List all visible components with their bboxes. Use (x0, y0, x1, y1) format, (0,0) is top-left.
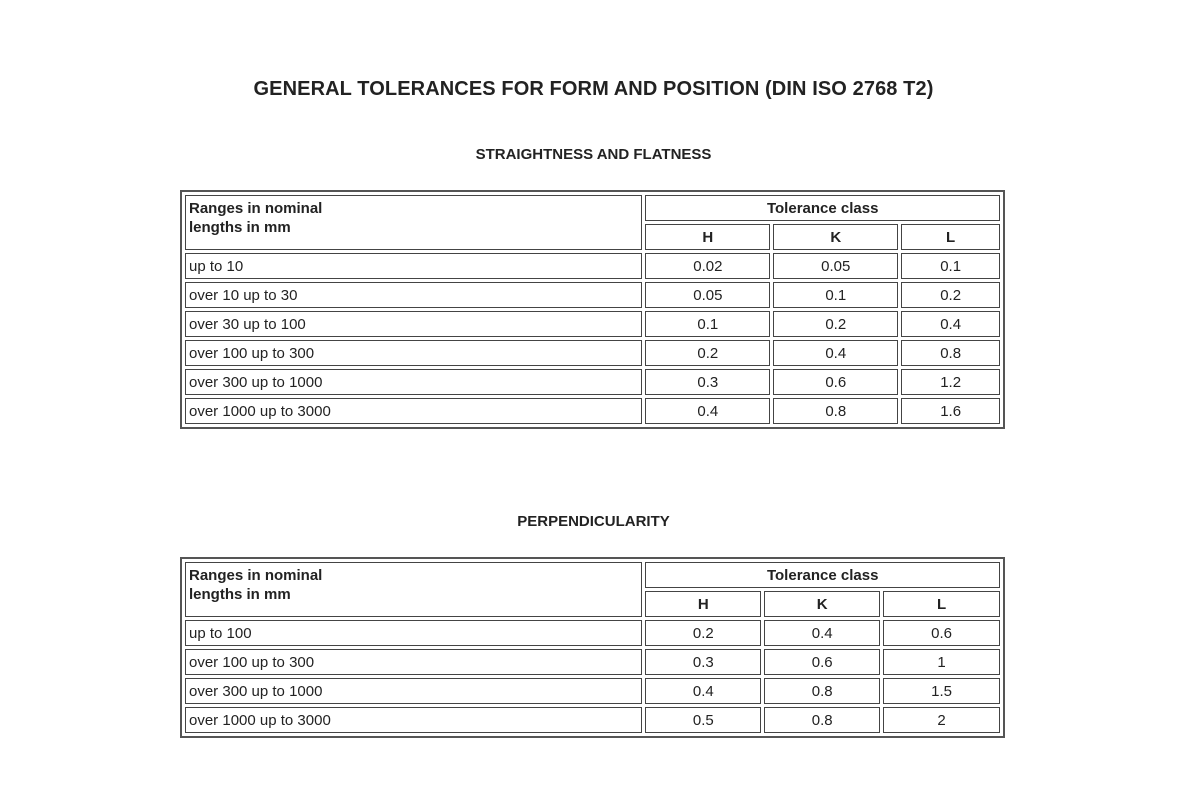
range-cell: over 30 up to 100 (185, 311, 642, 337)
tolerance-class-header: Tolerance class (645, 562, 1000, 588)
section-title-perpendicularity: PERPENDICULARITY (517, 513, 670, 530)
value-cell-h: 0.02 (645, 253, 770, 279)
range-cell: over 1000 up to 3000 (185, 707, 642, 733)
class-header-h: H (645, 224, 770, 250)
value-cell-l: 0.1 (901, 253, 1000, 279)
value-cell-h: 0.2 (645, 340, 770, 366)
value-cell-k: 0.8 (773, 398, 898, 424)
tolerance-class-header: Tolerance class (645, 195, 1000, 221)
range-cell: over 10 up to 30 (185, 282, 642, 308)
value-cell-k: 0.6 (773, 369, 898, 395)
value-cell-l: 1 (883, 649, 1000, 675)
value-cell-h: 0.3 (645, 369, 770, 395)
range-header-line-2: lengths in mm (189, 586, 291, 603)
value-cell-l: 0.8 (901, 340, 1000, 366)
table-row (185, 620, 1000, 646)
class-header-h: H (645, 591, 761, 617)
straightness-flatness-table (180, 190, 1005, 429)
value-cell-l: 0.6 (883, 620, 1000, 646)
range-cell: over 100 up to 300 (185, 340, 642, 366)
table-row (185, 340, 1000, 366)
range-header-line-1: Ranges in nominal (189, 567, 323, 584)
table-row (185, 649, 1000, 675)
value-cell-k: 0.8 (764, 707, 880, 733)
value-cell-k: 0.4 (773, 340, 898, 366)
value-cell-l: 1.2 (901, 369, 1000, 395)
range-cell: over 1000 up to 3000 (185, 398, 642, 424)
value-cell-l: 2 (883, 707, 1000, 733)
table-row (185, 678, 1000, 704)
value-cell-k: 0.1 (773, 282, 898, 308)
value-cell-h: 0.3 (645, 649, 761, 675)
value-cell-h: 0.2 (645, 620, 761, 646)
range-header-line-1: Ranges in nominal (189, 200, 323, 217)
range-cell: up to 10 (185, 253, 642, 279)
value-cell-h: 0.5 (645, 707, 761, 733)
class-header-l: L (901, 224, 1000, 250)
range-cell: over 100 up to 300 (185, 649, 642, 675)
value-cell-h: 0.4 (645, 398, 770, 424)
range-header-line-2: lengths in mm (189, 219, 291, 236)
value-cell-l: 1.6 (901, 398, 1000, 424)
class-header-l: L (883, 591, 1000, 617)
value-cell-k: 0.2 (773, 311, 898, 337)
table-row (185, 282, 1000, 308)
value-cell-l: 1.5 (883, 678, 1000, 704)
table-row (185, 369, 1000, 395)
section-title-straightness-flatness: STRAIGHTNESS AND FLATNESS (475, 146, 712, 163)
range-cell: over 300 up to 1000 (185, 369, 642, 395)
value-cell-k: 0.6 (764, 649, 880, 675)
class-header-k: K (773, 224, 898, 250)
value-cell-l: 0.4 (901, 311, 1000, 337)
page-title: GENERAL TOLERANCES FOR FORM AND POSITION (DIN ISO 2768 T2) (253, 78, 934, 100)
table-row (185, 398, 1000, 424)
class-header-k: K (764, 591, 880, 617)
value-cell-l: 0.2 (901, 282, 1000, 308)
table-row (185, 253, 1000, 279)
range-cell: up to 100 (185, 620, 642, 646)
table-row (185, 311, 1000, 337)
value-cell-h: 0.05 (645, 282, 770, 308)
range-column-header (185, 562, 642, 617)
table-row (185, 707, 1000, 733)
range-cell: over 300 up to 1000 (185, 678, 642, 704)
value-cell-k: 0.4 (764, 620, 880, 646)
range-column-header (185, 195, 642, 250)
value-cell-k: 0.8 (764, 678, 880, 704)
value-cell-h: 0.4 (645, 678, 761, 704)
perpendicularity-table (180, 557, 1005, 738)
value-cell-k: 0.05 (773, 253, 898, 279)
value-cell-h: 0.1 (645, 311, 770, 337)
